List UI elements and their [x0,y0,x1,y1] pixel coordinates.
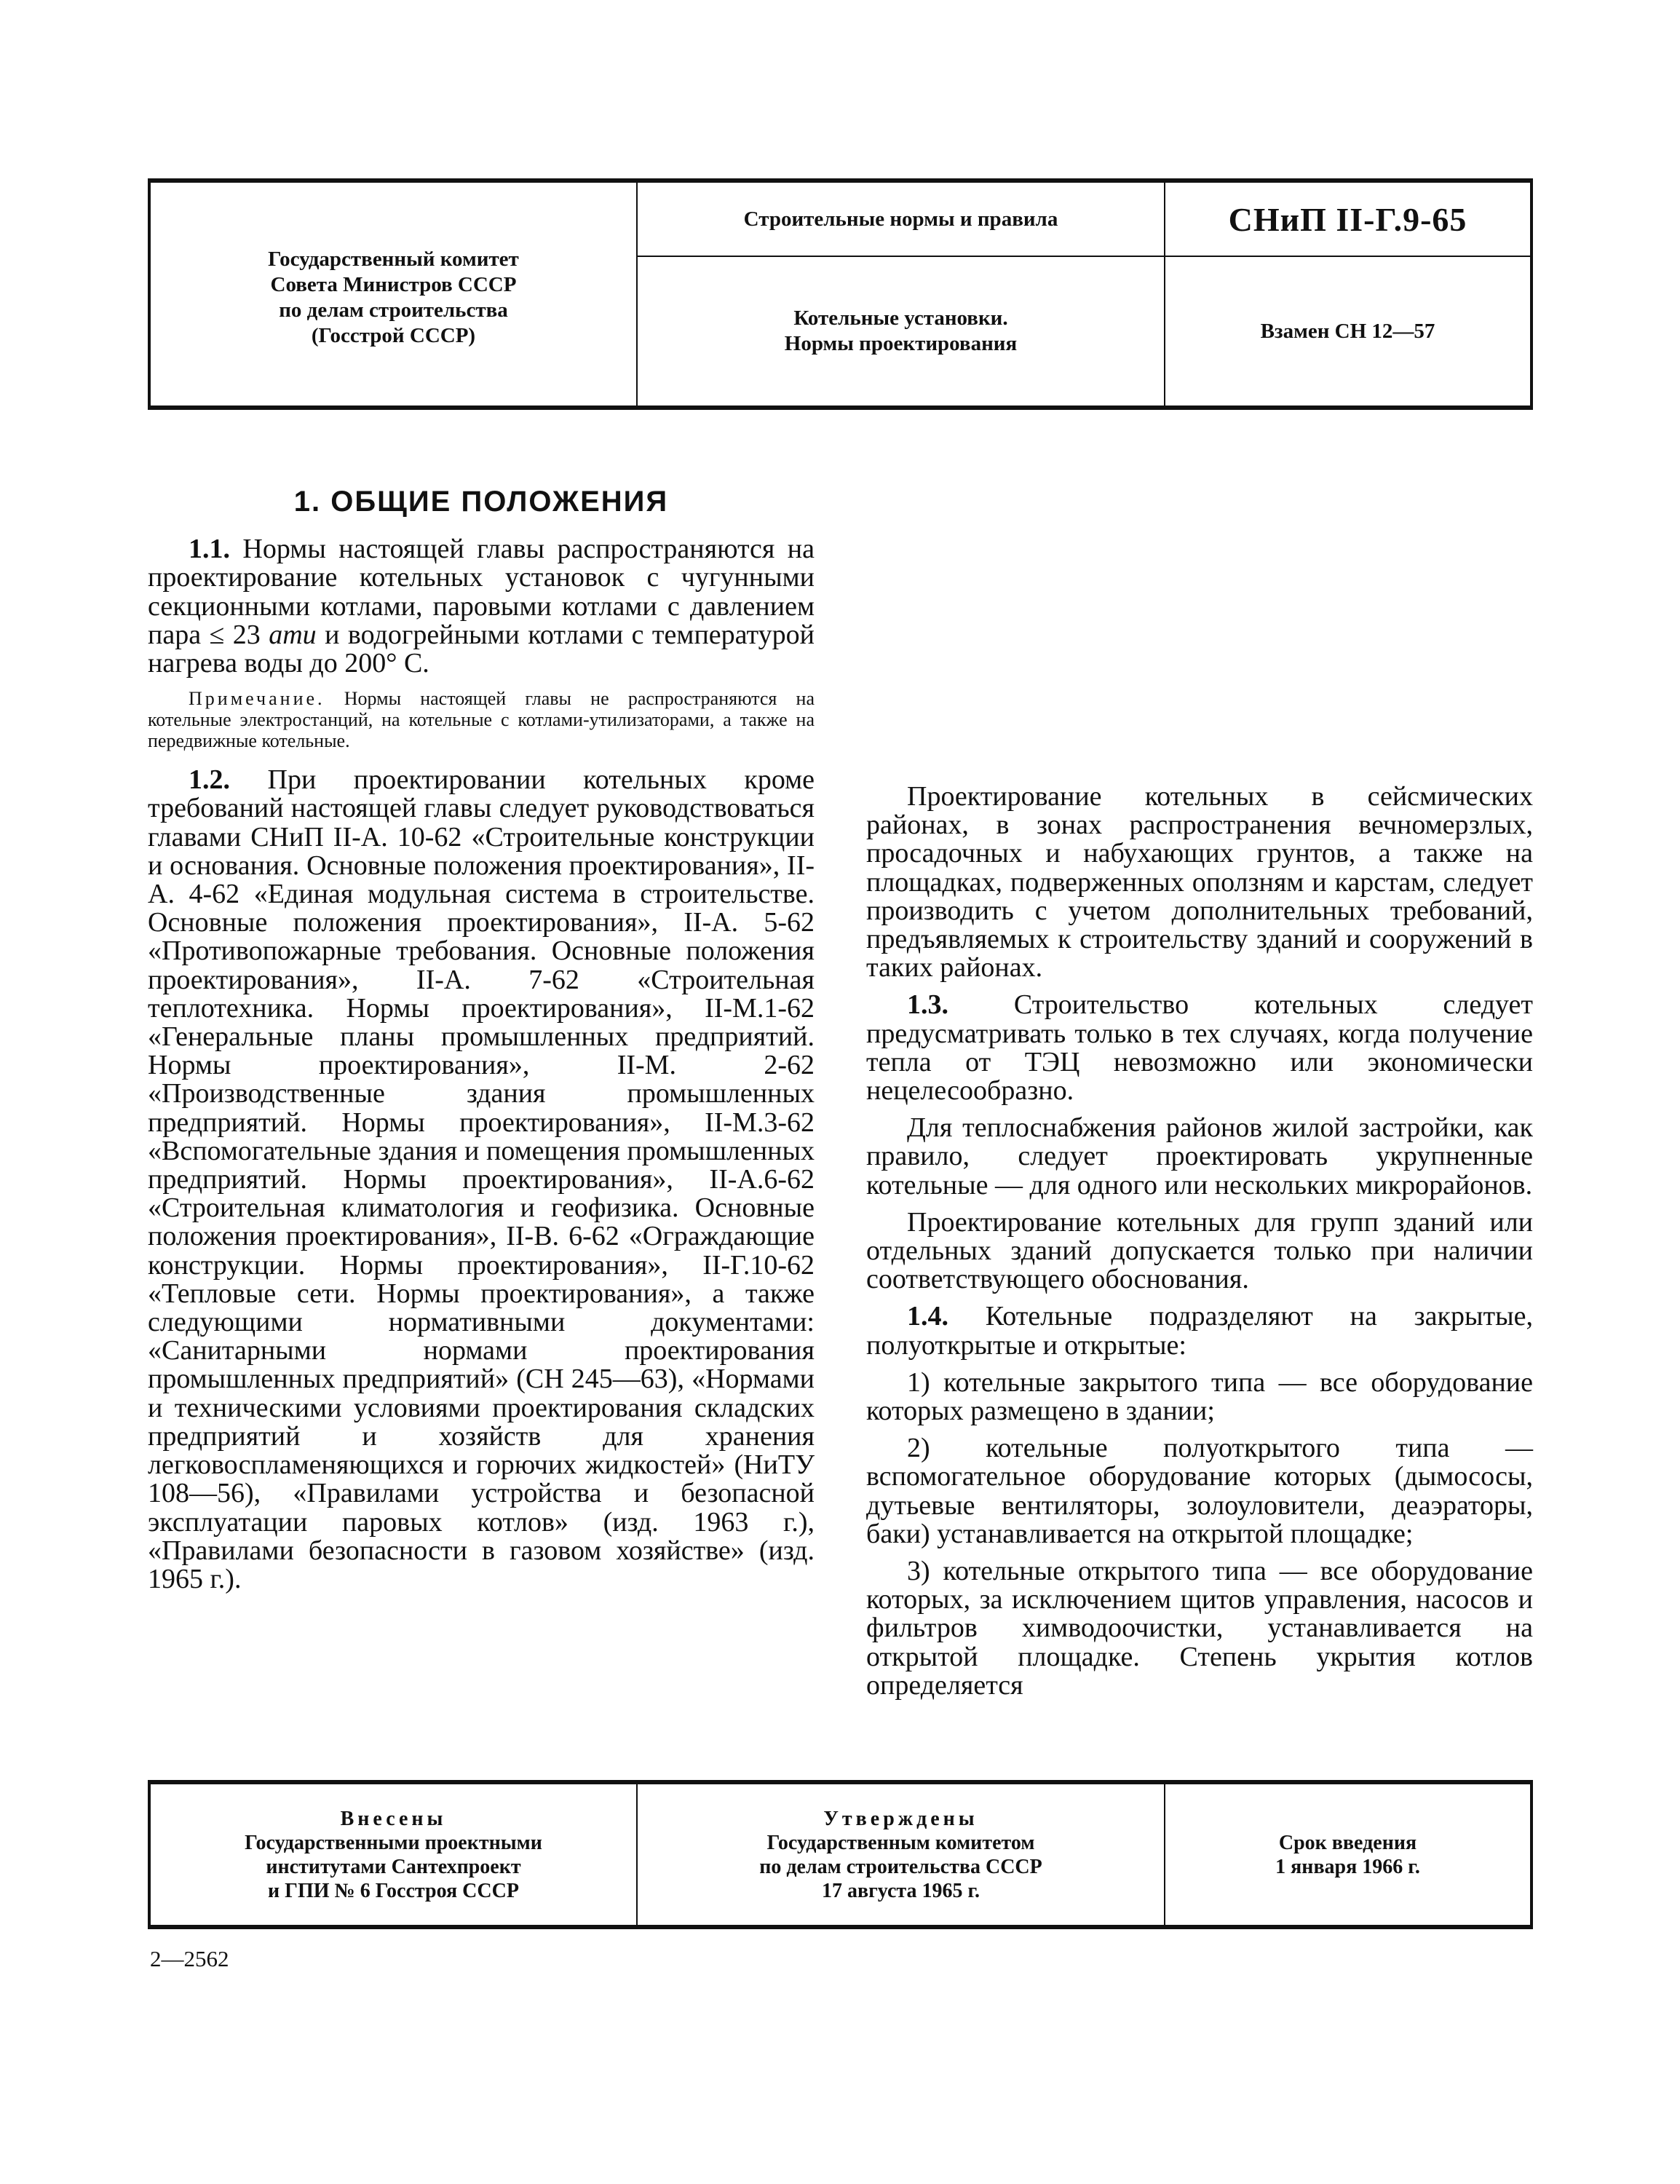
paragraph-1-2: 1.2. При проектировании котельных кроме требований настоящей главы следует руководствоваться главами СНиП II-А. 10-62 «Строительные конструкции и основания. Основные положения проектирования», II-А. 4-62 «Единая модульная система в строительстве. Основные положения проектирования», II-А. 5-62 «Противопожарные требования. Основные положения проектирования», II-А. 7-62 «Строительная теплотехника. Нормы проектирования», II-М.1-62 «Генеральные планы промышленных предприятий. Нормы проектирования», II-М. 2-62 «Производственные здания промышленных предприятий. Нормы проектирования», II-М.3-62 «Вспомогательные здания и помещения промышленных предприятий. Нормы проектирования», II-А.6-62 «Строительная климатология и геофизика. Основные положения проектирования», II-В. 6-62 «Ограждающие конструкции. Нормы проектирования», II-Г.10-62 «Тепловые сети. Нормы проектирования», а также следующими нормативными документами: «Санитарными нормами проектирования промышленных предприятий» (СН 245—63), «Нормами и техническими условиями проектирования складских предприятий и хозяйств для хранения легковоспламеняющихся и горючих жидкостей» (НиТУ 108—56), «Правилами устройства и безопасной эксплуатации паровых котлов» (изд. 1963 г.), «Правилами безопасности в газовом хозяйстве» (изд. 1965 г.). [148,764,815,1594]
committee-line: Государственный комитет [268,248,519,271]
approved-block [638,1784,1164,1925]
introduced-line: Государственными проектными [245,1831,542,1854]
list-item: 3) котельные открытого типа — все оборудование которых, за исключением щитов управления, насосов и фильтров химводоочистки, устанавливается на открытой площадке. Степень укрытия котлов определяется [866,1556,1533,1701]
committee-line: (Госстрой СССР) [311,324,476,347]
effective-line: Срок введения [1278,1831,1417,1854]
series-title: Строительные нормы и правила [743,207,1058,231]
note-text: Нормы настоящей главы не распространяются на котельные электростанций, на котельные с котлами-утилизаторами, а также на передвижные котельные. [148,688,815,752]
paragraph-heat-supply: Для теплоснабжения районов жилой застройки, как правило, следует проектировать укрупненные котельные — для одного или нескольких микрорайонов. [866,1112,1533,1200]
left-column [148,486,815,1594]
approved-label: Утверждены [823,1807,978,1830]
footer-table [148,1780,1533,1929]
page-number: 2—2562 [150,1946,229,1971]
committee-line: по делам строительства [279,298,508,322]
header-table [148,178,1533,410]
note-label: Примечание. [189,688,325,710]
approved-line: Государственным комитетом [766,1831,1035,1854]
document-title [638,257,1164,405]
committee-block [151,183,636,405]
paragraph-seismic: Проектирование котельных в сейсмических районах, в зонах распространения вечномерзлых, просадочных и набухающих грунтов, а также на площадках, подверженных оползням и карстам, следует производить с учетом дополнительных требований, предъявляемых к строительству зданий и сооружений в таких районах. [866,781,1533,984]
introduced-line: институтами Сантехпроект [266,1855,521,1878]
introduced-block [151,1784,636,1925]
approved-line: 17 августа 1965 г. [821,1879,980,1902]
effective-line: 1 января 1966 г. [1275,1855,1420,1878]
clause-number: 1.1. [189,534,230,565]
replaces-note: Взамен СН 12—57 [1260,319,1435,343]
clause-number: 1.2. [189,764,230,796]
list-item: 2) котельные полуоткрытого типа — вспомогательное оборудование которых (дымососы, дутьевые вентиляторы, золоуловители, деаэраторы, баки) устанавливается на открытой площадке; [866,1433,1533,1549]
note [148,688,815,751]
committee-line: Совета Министров СССР [270,273,517,296]
right-column [866,774,1533,1700]
paragraph-1-4: 1.4. Котельные подразделяют на закрытые, полуоткрытые и открытые: [866,1301,1533,1361]
paragraph-building-groups: Проектирование котельных для групп зданий или отдельных зданий допускается только при наличии соответствующего обоснования. [866,1206,1533,1295]
pressure-unit: ати [269,619,317,650]
introduced-line: и ГПИ № 6 Госстроя СССР [268,1879,519,1902]
approved-line: по делам строительства СССР [759,1855,1042,1878]
list-item: 1) котельные закрытого типа — все оборудование которых размещено в здании; [866,1366,1533,1427]
introduced-label: Внесены [340,1807,447,1830]
paragraph-1-1: 1.1. Нормы настоящей главы распространяются на проектирование котельных установок с чугунными секционными котлами, паровыми котлами с давлением пара ≤ 23 ати и водогрейными котлами с температурой нагрева воды до 200° С. [148,534,815,679]
document-code: СНиП II-Г.9-65 [1228,200,1467,238]
clause-number: 1.4. [907,1301,948,1332]
document-title-line: Котельные установки. [793,306,1008,330]
document-title-line: Нормы проектирования [784,332,1018,355]
paragraph-1-3: 1.3. Строительство котельных следует предусматривать только в тех случаях, когда получение тепла от ТЭЦ невозможно или экономически нецелесообразно. [866,989,1533,1107]
clause-number: 1.3. [907,989,948,1021]
section-title: 1. ОБЩИЕ ПОЛОЖЕНИЯ [293,486,669,518]
effective-date-block [1165,1784,1530,1925]
